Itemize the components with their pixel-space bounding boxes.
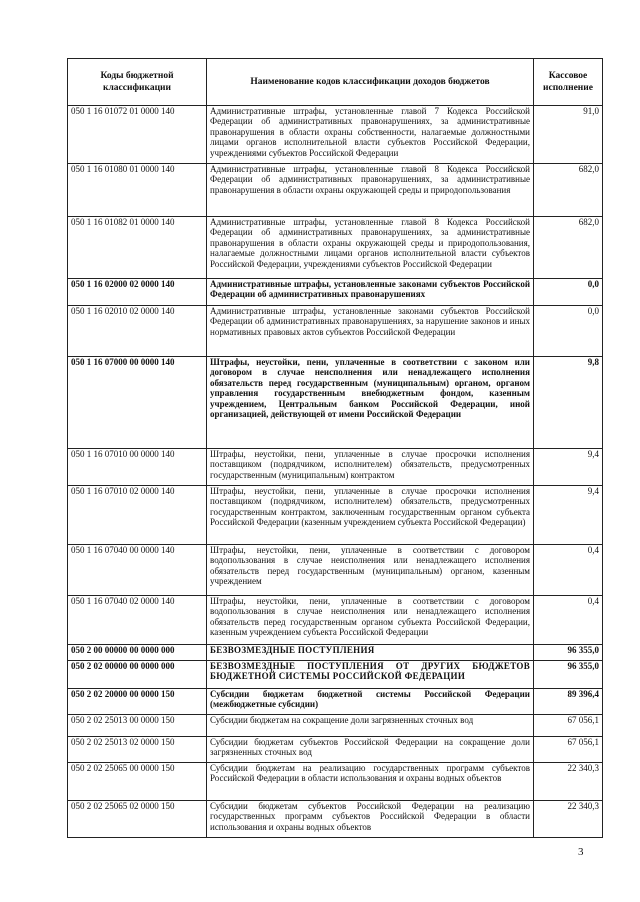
page-number: 3 [578,846,584,858]
row-amount: 0,4 [534,596,603,645]
row-name: Субсидии бюджетам на сокращение доли загрязненных сточных вод [207,715,534,737]
row-code: 050 1 16 07010 02 0000 140 [68,486,207,545]
row-name: Штрафы, неустойки, пени, уплаченные в соответствии с законом или договором в случае неисполнения или ненадлежащего исполнения обязательств перед государственным (муниципальным) органом, органом управления государственным внебюджетным фондом, казенным учреждением, Центральным банком Российской Федерации, иной организацией, действующей от имени Российской Федерации [207,357,534,449]
row-amount: 9,8 [534,357,603,449]
row-name: Штрафы, неустойки, пени, уплаченные в соответствии с договором водопользования в случае неисполнения или ненадлежащего исполнения обязательств перед государственным (муниципальным) органом, казенным учреждением [207,545,534,596]
row-name: Субсидии бюджетам субъектов Российской Федерации на реализацию государственных программ субъектов Российской Федерации в области использования и охраны водных объектов [207,801,534,838]
row-name: Административные штрафы, установленные главой 7 Кодекса Российской Федерации об административных правонарушениях, за административные правонарушения в области охраны собственности, налагаемые должностными лицами органов исполнительной власти субъектов Российской Федерации, учреждениями субъектов Российской Федерации [207,106,534,164]
table-row [68,306,603,357]
row-amount: 682,0 [534,164,603,217]
row-code: 050 1 16 02000 02 0000 140 [68,279,207,306]
table-row [68,279,603,306]
row-code: 050 2 02 25013 00 0000 150 [68,715,207,737]
table-row [68,763,603,801]
row-code: 050 2 02 25013 02 0000 150 [68,737,207,763]
table-row [68,545,603,596]
row-amount: 682,0 [534,217,603,279]
row-code: 050 1 16 01080 01 0000 140 [68,164,207,217]
table-row [68,715,603,737]
row-amount: 89 396,4 [534,689,603,715]
table-row [68,164,603,217]
row-amount: 0,0 [534,306,603,357]
row-code: 050 1 16 01082 01 0000 140 [68,217,207,279]
row-name: БЕЗВОЗМЕЗДНЫЕ ПОСТУПЛЕНИЯ ОТ ДРУГИХ БЮДЖЕТОВ БЮДЖЕТНОЙ СИСТЕМЫ РОССИЙСКОЙ ФЕДЕРАЦИИ [207,661,534,689]
table-row [68,689,603,715]
row-amount: 67 056,1 [534,737,603,763]
row-name: Штрафы, неустойки, пени, уплаченные в соответствии с договором водопользования в случае неисполнения или ненадлежащего исполнения обязательств перед государственным органом субъекта Российской Федерации, казенным учреждением субъекта Российской Федерации [207,596,534,645]
table-row [68,449,603,486]
row-code: 050 2 02 25065 00 0000 150 [68,763,207,801]
row-name: Субсидии бюджетам на реализацию государственных программ субъектов Российской Федерации в области использования и охраны водных объектов [207,763,534,801]
row-amount: 96 355,0 [534,661,603,689]
row-code: 050 1 16 07000 00 0000 140 [68,357,207,449]
header-codes: Коды бюджетной классификации [68,59,207,106]
row-amount: 0,0 [534,279,603,306]
row-name: Административные штрафы, установленные главой 8 Кодекса Российской Федерации об административных правонарушениях, за административные правонарушения в области охраны окружающей среды и природопользования, налагаемые должностными лицами органов исполнительной власти субъектов Российской Федерации, учреждениями субъектов Российской Федерации [207,217,534,279]
row-name: Административные штрафы, установленные законами субъектов Российской Федерации об административных правонарушениях [207,279,534,306]
row-code: 050 1 16 07040 02 0000 140 [68,596,207,645]
table-row [68,645,603,661]
table-row [68,801,603,838]
row-amount: 9,4 [534,449,603,486]
table-row [68,486,603,545]
row-name: Административные штрафы, установленные главой 8 Кодекса Российской Федерации об административных правонарушениях, за административные правонарушения в области охраны окружающей среды и природопользования [207,164,534,217]
table-row [68,357,603,449]
row-code: 050 1 16 02010 02 0000 140 [68,306,207,357]
row-amount: 91,0 [534,106,603,164]
budget-revenue-table [67,58,603,838]
header-name: Наименование кодов классификации доходов бюджетов [207,59,534,106]
row-name: Административные штрафы, установленные законами субъектов Российской Федерации об административных правонарушениях, за нарушение законов и иных нормативных правовых актов субъектов Российской Федерации [207,306,534,357]
row-amount: 22 340,3 [534,763,603,801]
row-amount: 96 355,0 [534,645,603,661]
row-code: 050 1 16 07010 00 0000 140 [68,449,207,486]
table-row [68,217,603,279]
row-code: 050 2 02 25065 02 0000 150 [68,801,207,838]
header-amount: Кассовое исполнение [534,59,603,106]
row-code: 050 2 00 00000 00 0000 000 [68,645,207,661]
row-code: 050 2 02 00000 00 0000 000 [68,661,207,689]
row-amount: 0,4 [534,545,603,596]
table-row [68,106,603,164]
table-row [68,737,603,763]
row-code: 050 2 02 20000 00 0000 150 [68,689,207,715]
row-name: Субсидии бюджетам субъектов Российской Федерации на сокращение доли загрязненных сточных вод [207,737,534,763]
row-amount: 22 340,3 [534,801,603,838]
row-name: Штрафы, неустойки, пени, уплаченные в случае просрочки исполнения поставщиком (подрядчиком, исполнителем) обязательств, предусмотренных государственным (муниципальным) контрактом [207,449,534,486]
row-name: БЕЗВОЗМЕЗДНЫЕ ПОСТУПЛЕНИЯ [207,645,534,661]
table-row [68,661,603,689]
row-code: 050 1 16 01072 01 0000 140 [68,106,207,164]
row-name: Субсидии бюджетам бюджетной системы Российской Федерации (межбюджетные субсидии) [207,689,534,715]
row-amount: 9,4 [534,486,603,545]
table-row [68,596,603,645]
row-name: Штрафы, неустойки, пени, уплаченные в случае просрочки исполнения поставщиком (подрядчиком, исполнителем) обязательств, предусмотренных государственным контрактом, заключенным государственным органом субъекта Российской Федерации (казенным учреждением субъекта Российской Федерации) [207,486,534,545]
row-code: 050 1 16 07040 00 0000 140 [68,545,207,596]
table-header-row [68,59,603,106]
row-amount: 67 056,1 [534,715,603,737]
